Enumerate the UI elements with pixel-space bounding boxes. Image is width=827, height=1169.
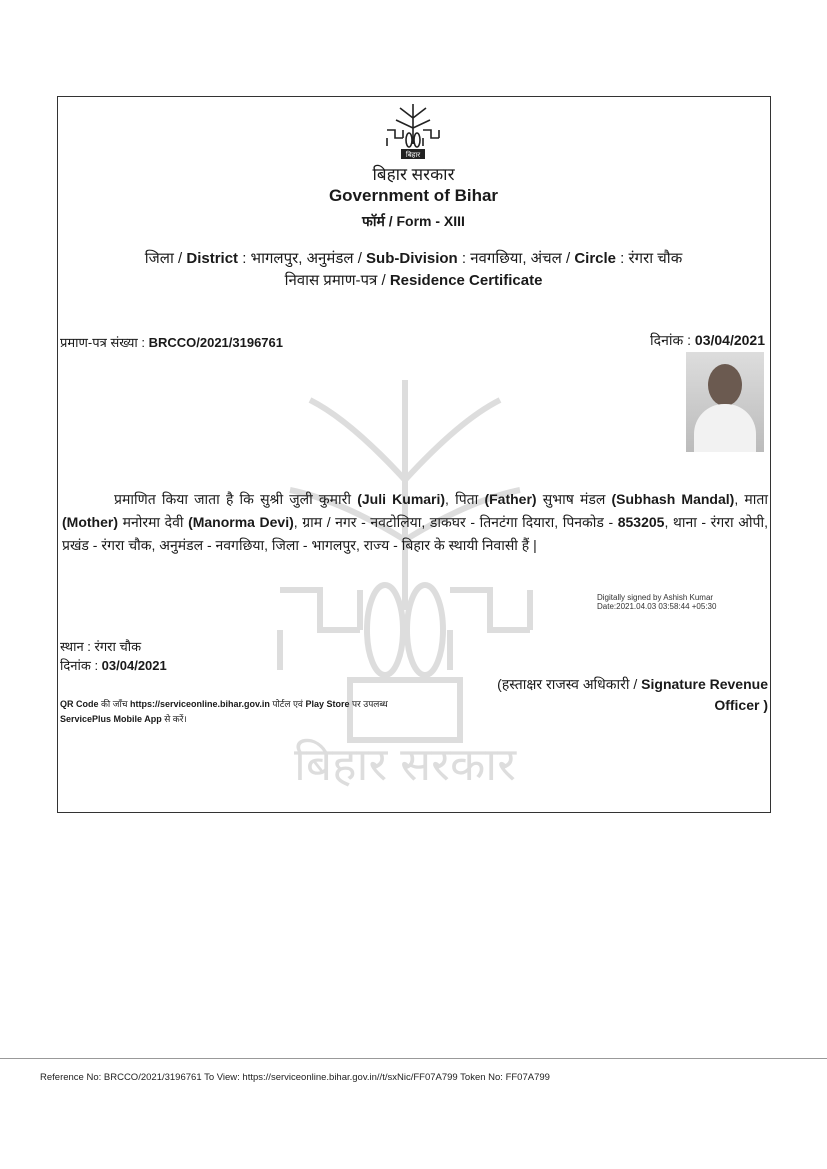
signed-date: Date:2021.04.03 03:58:44 +05:30 — [597, 602, 717, 611]
cert-type-hi: निवास प्रमाण-पत्र / — [284, 272, 390, 289]
qr-note — [60, 697, 460, 727]
qr-text: पोर्टल एवं — [269, 699, 306, 709]
location-line — [0, 248, 827, 268]
footer-divider — [0, 1058, 827, 1059]
pincode: 853205 — [617, 514, 665, 530]
body-text: प्रमाणित किया जाता है कि सुश्री जुली कुमारी — [114, 491, 358, 507]
form-number: फॉर्म / Form - XIII — [362, 213, 465, 229]
issue-date — [650, 331, 765, 350]
signed-by: Digitally signed by Ashish Kumar — [597, 593, 714, 602]
subdivision-value: : नवगछिया, अंचल / — [457, 250, 575, 267]
certificate-body — [62, 488, 768, 557]
body-text: , पिता — [445, 491, 485, 507]
body-text: मनोरमा देवी — [118, 514, 189, 530]
date-label: दिनांक : — [60, 658, 102, 673]
mother-label: (Mother) — [62, 514, 118, 530]
digital-signature — [597, 593, 716, 611]
district-value: : भागलपुर, अनुमंडल / — [238, 250, 367, 267]
certificate-type — [0, 270, 827, 290]
officer-signature-label — [490, 674, 768, 716]
cert-no-value: BRCCO/2021/3196761 — [148, 335, 283, 350]
qr-text: ServicePlus Mobile App — [60, 714, 162, 724]
qr-text: की जाँच — [98, 699, 130, 709]
father-name: (Subhash Mandal) — [611, 491, 735, 507]
cert-no-label: प्रमाण-पत्र संख्या : — [60, 335, 149, 350]
date-label: दिनांक : — [650, 332, 695, 348]
place-value: रंगरा चौक — [94, 639, 142, 654]
title-english: Government of Bihar — [328, 186, 499, 205]
date-value: 03/04/2021 — [101, 658, 167, 673]
reference-footer: Reference No: BRCCO/2021/3196761 To View: https://serviceonline.bihar.gov.in//t/sxNic/FF07A799 Token No: FF07A799 — [40, 1072, 550, 1083]
district-label-hi: जिला / — [144, 250, 187, 267]
certificate-number — [60, 333, 283, 351]
applicant-name: (Juli Kumari) — [357, 491, 446, 507]
body-text: , ग्राम / नगर - नवटोलिया, डाकघर - तिनटंगा दियारा, पिनकोड - — [293, 514, 618, 530]
place — [60, 637, 141, 655]
title-hindi: बिहार सरकार — [372, 165, 455, 184]
place-label: स्थान : — [60, 639, 95, 654]
body-text: , माता — [734, 491, 768, 507]
svg-text:बिहार: बिहार — [405, 152, 421, 159]
qr-text: पर उपलब्ध — [349, 699, 388, 709]
qr-text: Play Store — [305, 699, 350, 709]
qr-text: से करें। — [161, 714, 187, 724]
subdivision-label: Sub-Division — [366, 250, 458, 267]
place-date — [60, 656, 167, 674]
father-label: (Father) — [484, 491, 537, 507]
circle-value: : रंगरा चौक — [616, 250, 683, 267]
date-value: 03/04/2021 — [694, 332, 765, 348]
svg-text:बिहार सरकार: बिहार सरकार — [293, 738, 517, 790]
body-text: सुभाष मंडल — [536, 491, 612, 507]
cert-type-en: Residence Certificate — [389, 272, 543, 289]
qr-text: QR Code — [60, 699, 99, 709]
body-text: , थाना - रंगरा ओपी, प्रखंड - रंगरा चौक, अनुमंडल - नवगछिया, जिला - भागलपुर, राज्य - बिहार के स्थायी निवासी हैं | — [62, 514, 768, 553]
district-label: District — [186, 250, 239, 267]
applicant-photo — [686, 352, 764, 452]
circle-label: Circle — [574, 250, 617, 267]
portal-link[interactable]: https://serviceonline.bihar.gov.in — [129, 699, 270, 709]
officer-en: Signature Revenue Officer ) — [641, 676, 768, 713]
mother-name: (Manorma Devi) — [188, 514, 294, 530]
bihar-government-logo — [384, 100, 442, 162]
officer-hi: (हस्ताक्षर राजस्व अधिकारी / — [497, 676, 642, 692]
